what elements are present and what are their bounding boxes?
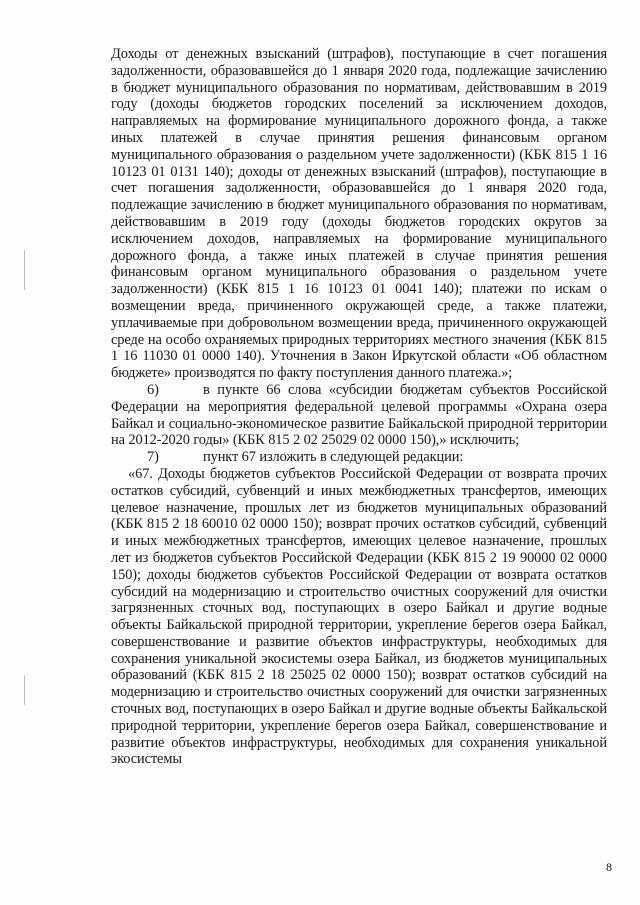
- list-item-number: 6): [147, 381, 159, 398]
- list-item-number: 7): [147, 449, 159, 466]
- list-item-text: пункт 67 изложить в следующей редакции:: [203, 449, 464, 466]
- list-item-7: [111, 449, 607, 466]
- page-number: 8: [606, 860, 612, 874]
- scan-edge-mark: [24, 675, 25, 705]
- scan-edge-mark: [24, 250, 25, 290]
- paragraph-item-67: «67. Доходы бюджетов субъектов Российской Федерации от возврата прочих остатков субсидий, субвенций и иных межбюджетных трансфертов, имеющих целевое назначение, прошлых лет из бюджетов муниципальных образований (КБК 815 2 18 60010 02 0000 150); возврат прочих остатков субсидий, субвенций и иных межбюджетных трансфертов, имеющих целевое назначение, прошлых лет из бюджетов субъектов Российской Федерации (КБК 815 2 19 90000 02 0000 150); доходы бюджетов субъектов Российской Федерации от возврата остатков субсидий на модернизацию и строительство очистных сооружений для очистки загрязненных сточных вод, поступающих в озеро Байкал и другие водные объекты Байкальской природной территории, укрепление берегов озера Байкал, совершенствование и развитие объектов инфраструктуры, необходимых для сохранения уникальной экосистемы озера Байкал, из бюджетов муниципальных образований (КБК 815 2 18 25025 02 0000 150); возврат остатков субсидий на модернизацию и строительство очистных сооружений для очистки загрязненных сточных вод, поступающих в озеро Байкал и другие водные объекты Байкальской природной территории, укрепление берегов озера Байкал, совершенствование и развитие объектов инфраструктуры, необходимых для сохранения уникальной экосистемы: [111, 465, 607, 768]
- list-item-text: в пункте 66 слова «субсидии бюджетам субъектов Российской Федерации на мероприятия федеральной целевой программы «Охрана озера Байкал и социально-экономическое развитие Байкальской природной территории на 2012-2020 годы» (КБК 815 2 02 25029 02 0000 150),» исключить;: [111, 381, 607, 449]
- list-item-6: [111, 382, 607, 449]
- document-body: [111, 46, 607, 768]
- paragraph-fines-income: Доходы от денежных взысканий (штрафов), поступающие в счет погашения задолженности, образовавшейся до 1 января 2020 года, подлежащие зачислению в бюджет муниципального образования по нормативам, действовавшим в 2019 году (доходы бюджетов городских поселений за исключением доходов, направляемых на формирование муниципального дорожного фонда, а также иных платежей в случае принятия решения финансовым органом муниципального образования о раздельном учете задолженности) (КБК 815 1 16 10123 01 0131 140); доходы от денежных взысканий (штрафов), поступающие в счет погашения задолженности, образовавшейся до 1 января 2020 года, подлежащие зачислению в бюджет муниципального образования по нормативам, действовавшим в 2019 году (доходы бюджетов городских округов за исключением доходов, направляемых на формирование муниципального дорожного фонда, а также иных платежей в случае принятия решения финансовым органом муниципального образования о раздельном учете задолженности) (КБК 815 1 16 10123 01 0041 140); платежи по искам о возмещении вреда, причиненного окружающей среде, а также платежи, уплачиваемые при добровольном возмещении вреда, причиненного окружающей среде на особо охраняемых природных территориях местного значения (КБК 815 1 16 11030 01 0000 140). Уточнения в Закон Иркутской области «Об областном бюджете» производятся по факту поступления данного платежа.»;: [111, 46, 607, 382]
